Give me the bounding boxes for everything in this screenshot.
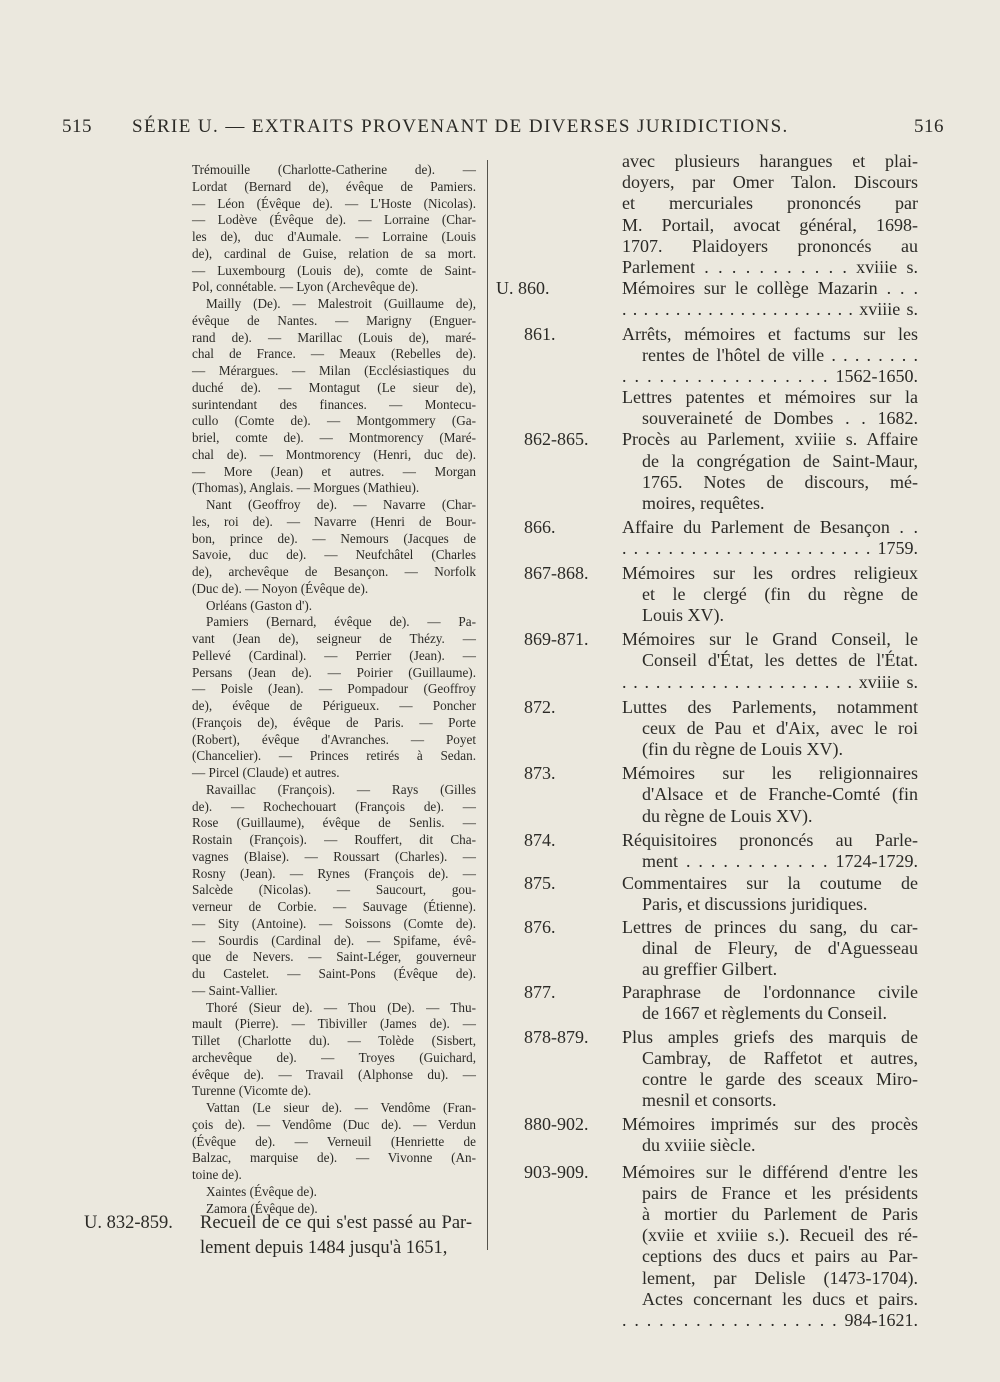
entry-text-line: à mortier du Parlement de Paris <box>642 1204 918 1224</box>
entry-text-line: Parlement . . . . . . . . . . . xviiie s. <box>622 256 918 277</box>
left-column-line: Zamora (Évêque de). <box>206 1200 318 1216</box>
left-column-line: — Lodève (Évêque de). — Lorraine (Char- <box>192 212 476 228</box>
entry-code: 872. <box>524 696 556 717</box>
left-column-line: — Sity (Antoine). — Soissons (Comte de). <box>192 915 476 931</box>
entry-text-line: avec plusieurs harangues et plai- <box>622 151 918 171</box>
left-column-line: — Léon (Évêque de). — L'Hoste (Nicolas). <box>192 195 476 211</box>
left-column-line: chal de). — Montmorency (Henri, duc de). <box>192 446 476 462</box>
entry-text-line: Arrêts, mémoires et factums sur les <box>622 323 918 344</box>
entry-text-line: du règne de Louis XV). <box>642 805 813 826</box>
entry-text-line: . . . . . . . . . . . . . . . . . . . . . xviiie s. <box>622 671 918 692</box>
left-column-line: Persans (Jean de). — Poirier (Guillaume). <box>192 664 476 680</box>
entry-text-line: . . . . . . . . . . . . . . . . . . . . . . 1759. <box>622 538 918 559</box>
entry-text-line: lement, par Delisle (1473-1704). <box>642 1267 918 1288</box>
entry-text <box>622 278 918 320</box>
left-column-line: Mailly (De). — Malestroit (Guillaume de), <box>206 296 476 311</box>
left-column-line: (Chancelier). — Princes retirés à Sedan. <box>192 748 476 764</box>
entry-text-line: mesnil et consorts. <box>642 1090 777 1111</box>
entry-text-line: Luttes des Parlements, notamment <box>622 696 918 717</box>
left-column-line: bon, prince de). — Nemours (Jacques de <box>192 530 476 546</box>
entry-text-line: contre le garde des sceaux Miro- <box>642 1068 918 1089</box>
entry-text <box>622 563 918 627</box>
left-column-line: — More (Jean) et autres. — Morgan <box>192 463 476 479</box>
left-column-line: verneur de Corbie. — Sauvage (Étienne). <box>192 899 476 914</box>
left-column-line: Orléans (Gaston d'). <box>206 597 313 613</box>
entry-text-line: Cambray, de Raffetot et autres, <box>642 1047 918 1068</box>
left-column-line: évêque de Nantes. — Marigny (Enguer- <box>192 312 476 328</box>
catalog-entry <box>496 873 956 915</box>
entry-text-line: Mémoires sur le collège Mazarin . . . <box>622 278 918 299</box>
entry-code: 876. <box>524 916 556 937</box>
entry-text-line: lement depuis 1484 jusqu'à 1651, <box>200 1238 448 1258</box>
left-column-line: Rostain (François). — Rouffert, dit Cha- <box>192 832 476 847</box>
left-column-line: surintendant des finances. — Montecu- <box>192 396 476 412</box>
right-column <box>496 151 956 1331</box>
catalog-entry <box>496 629 956 693</box>
entry-text-line: . . . . . . . . . . . . . . . . . 1562-1650. <box>622 365 918 386</box>
entry-text-line: Paraphrase de l'ordonnance civile <box>622 982 918 1003</box>
entry-text <box>622 1114 918 1156</box>
entry-text-line: Louis XV). <box>642 604 724 625</box>
entry-text-line: M. Portail, avocat général, 1698- <box>622 214 918 235</box>
entry-text-line: dinal de Fleury, de d'Aguesseau <box>642 937 918 958</box>
entry-text-line: Commentaires sur la coutume de <box>622 873 918 894</box>
entry-text-line: (fin du règne de Louis XV). <box>642 739 843 760</box>
entry-text-line: du xviiie siècle. <box>642 1135 756 1156</box>
left-column-line: — Pircel (Claude) et autres. <box>192 765 340 780</box>
entry-text-line: . . . . . . . . . . . . . . . . . . . . . . xviiie s. <box>622 299 918 320</box>
left-column-line: (Duc de). — Noyon (Évêque de). <box>192 580 369 596</box>
entry-text <box>200 1211 472 1261</box>
left-column-line: Trémouille (Charlotte-Catherine de). — <box>192 162 476 177</box>
left-column-line: de), archevêque de Besançon. — Norfolk <box>192 564 476 579</box>
left-column <box>192 162 476 1217</box>
left-column-line: briel, comte de). — Montmorency (Maré- <box>192 430 476 445</box>
left-column-line: Thoré (Sieur de). — Thou (De). — Thu- <box>206 999 476 1015</box>
left-column-line: rand de). — Marillac (Louis de), maré- <box>192 329 476 345</box>
left-column-line: Lordat (Bernard de), évêque de Pamiers. <box>192 178 476 194</box>
entry-text <box>622 1027 918 1112</box>
left-column-line: — Sourdis (Cardinal de). — Spifame, évê- <box>192 932 476 948</box>
page-number-right: 516 <box>914 116 944 137</box>
entry-text-line: rentes de l'hôtel de ville . . . . . . . . <box>642 344 918 365</box>
left-column-line: archevêque de). — Troyes (Guichard, <box>192 1049 476 1065</box>
header-title: SÉRIE U. — EXTRAITS PROVENANT DE DIVERSES JURIDICTIONS. <box>132 116 789 137</box>
entry-text-line: souveraineté de Dombes . . 1682. <box>642 408 918 429</box>
left-column-line: de), évêque de Périgueux. — Poncher <box>192 698 476 713</box>
entry-text <box>622 1162 918 1332</box>
left-column-line: — Saint-Vallier. <box>192 982 278 998</box>
left-column-line: évêque de). — Travail (Alphonse du). — <box>192 1066 476 1082</box>
left-column-line: toine de). <box>192 1167 242 1182</box>
catalog-entry <box>496 697 956 761</box>
entry-text-line: Recueil de ce qui s'est passé au Par- <box>200 1213 472 1233</box>
entry-text-line: . . . . . . . . . . . . . . . . . . 984-1621. <box>622 1309 918 1330</box>
entry-text-line: Mémoires sur le Grand Conseil, le <box>622 629 918 650</box>
entry-text-line: moires, requêtes. <box>642 493 765 513</box>
left-column-line: — Poisle (Jean). — Pompadour (Geoffroy <box>192 681 476 697</box>
left-column-line: Rosny (Jean). — Rynes (François de). — <box>192 865 476 881</box>
left-column-line: de). — Rochechouart (François de). — <box>192 798 476 814</box>
entry-code: 903-909. <box>524 1161 589 1182</box>
entry-code: 862-865. <box>524 429 589 450</box>
catalog-entry <box>496 278 956 320</box>
entry-code: 867-868. <box>524 562 589 583</box>
entry-text-line: et le clergé (fin du règne de <box>642 583 918 604</box>
entry-text-line: Mémoires imprimés sur des procès <box>622 1114 918 1135</box>
left-column-line: — Luxembourg (Louis de), comte de Saint- <box>192 262 476 278</box>
left-column-line: de), cardinal de Guise, relation de sa mort. <box>192 245 476 261</box>
left-column-line: Pellevé (Cardinal). — Perrier (Jean). — <box>192 647 476 663</box>
entry-text-line: Mémoires sur le différend d'entre les <box>622 1161 918 1182</box>
entry-code: 878-879. <box>524 1026 589 1047</box>
left-column-line: Pol, connétable. — Lyon (Archevêque de). <box>192 279 419 295</box>
entry-text-line: Actes concernant les ducs et pairs. <box>642 1288 918 1309</box>
entry-code: 861. <box>524 323 556 344</box>
entry-text-line: Conseil d'État, les dettes de l'État. <box>642 650 918 671</box>
catalog-entry <box>496 151 956 278</box>
left-column-line: mault (Pierre). — Tibiviller (James de). — <box>192 1016 476 1032</box>
catalog-entry <box>496 830 956 872</box>
entry-code: U. 832-859. <box>84 1213 173 1233</box>
entry-text <box>622 697 918 761</box>
entry-text-line: Paris, et discussions juridiques. <box>642 894 868 915</box>
left-column-line: Rose (Guillaume), évêque de Senlis. — <box>192 815 476 831</box>
entry-text <box>622 324 918 430</box>
entry-text <box>622 429 918 514</box>
catalog-entry <box>496 982 956 1024</box>
entry-text <box>622 151 918 278</box>
entry-text-line: 1707. Plaidoyers prononcés au <box>622 235 918 256</box>
entry-text-line: Mémoires sur les ordres religieux <box>622 562 918 583</box>
catalog-entry <box>496 517 956 559</box>
left-column-line: Xaintes (Évêque de). <box>206 1183 317 1199</box>
entry-text-line: de 1667 et règlements du Conseil. <box>642 1003 887 1024</box>
entry-text-line: d'Alsace et de Franche-Comté (fin <box>642 784 918 805</box>
left-column-line: Balzac, marquise de). — Vivonne (An- <box>192 1150 476 1166</box>
left-column-line: chal de France. — Meaux (Rebelles de). <box>192 346 476 362</box>
entry-code: 866. <box>524 517 556 538</box>
entry-code: 877. <box>524 982 556 1003</box>
entry-text <box>622 763 918 827</box>
left-column-line: Tillet (Charlotte du). — Tolède (Sisbert, <box>192 1033 476 1048</box>
entry-text <box>622 517 918 559</box>
left-column-line: Salcède (Nicolas). — Saucourt, gou- <box>192 882 476 898</box>
entry-text-line: ment . . . . . . . . . . . . 1724-1729. <box>642 851 918 871</box>
left-column-line: Vattan (Le sieur de). — Vendôme (Fran- <box>206 1100 476 1115</box>
catalog-entry <box>496 1114 956 1156</box>
left-column-line: (Évêque de). — Verneuil (Henriette de <box>192 1133 476 1149</box>
left-column-line: (Robert), évêque d'Avranches. — Poyet <box>192 731 476 747</box>
left-column-line: çois de). — Vendôme (Duc de). — Verdun <box>192 1116 476 1132</box>
left-column-line: duché de). — Montagut (Le sieur de), <box>192 379 476 395</box>
left-column-line: que de Nevers. — Saint-Léger, gouverneur <box>192 949 476 965</box>
entry-text-line: pairs de France et les présidents <box>642 1182 918 1203</box>
left-column-line: les, roi de). — Navarre (Henri de Bour- <box>192 513 476 529</box>
entry-text <box>622 982 918 1024</box>
catalog-entry <box>496 917 956 981</box>
entry-text-line: doyers, par Omer Talon. Discours <box>622 172 918 193</box>
entry-code: 874. <box>524 829 556 850</box>
entry-text <box>622 917 918 981</box>
entry-code: U. 860. <box>496 278 550 299</box>
entry-text-line: 1765. Notes de discours, mé- <box>642 471 918 492</box>
entry-code: 869-871. <box>524 629 589 650</box>
left-column-line: (François de), évêque de Paris. — Porte <box>192 714 476 730</box>
left-column-line: vant (Jean de), seigneur de Thézy. — <box>192 631 476 646</box>
column-divider <box>487 160 488 1250</box>
entry-text-line: ceptions des ducs et pairs au Par- <box>642 1246 918 1267</box>
left-column-line: Pamiers (Bernard, évêque de). — Pa- <box>206 614 476 630</box>
entry-text-line: ceux de Pau et d'Aix, avec le roi <box>642 717 918 738</box>
left-column-line: Turenne (Vicomte de). <box>192 1083 312 1099</box>
entry-text-line: Procès au Parlement, xviiie s. Affaire <box>622 429 918 450</box>
entry-text-line: de la congrégation de Saint-Maur, <box>642 450 918 471</box>
left-column-line: les de), duc d'Aumale. — Lorraine (Louis <box>192 229 476 244</box>
entry-code: 873. <box>524 763 556 784</box>
entry-code: 880-902. <box>524 1114 589 1135</box>
entry-text-line: Mémoires sur les religionnaires <box>622 763 918 784</box>
entry-text <box>622 873 918 915</box>
entry-text-line: Plus amples griefs des marquis de <box>622 1026 918 1047</box>
left-column-line: Nant (Geoffroy de). — Navarre (Char- <box>206 497 476 512</box>
entry-text <box>622 830 918 872</box>
left-column-line: (Thomas), Anglais. — Morgues (Mathieu). <box>192 480 420 496</box>
left-column-line: Savoie, duc de). — Neufchâtel (Charles <box>192 547 476 563</box>
running-header <box>62 116 944 146</box>
entry-text-line: au greffier Gilbert. <box>642 958 778 979</box>
entry-text-line: Lettres de princes du sang, du car- <box>622 916 918 937</box>
entry-text-line: (xviie et xviiie s.). Recueil des ré- <box>642 1225 918 1246</box>
left-column-line: du Castelet. — Saint-Pons (Évêque de). <box>192 966 476 981</box>
page-number-left: 515 <box>62 116 92 137</box>
entry-text-line: et mercuriales prononcés par <box>622 193 918 214</box>
entry-text-line: Lettres patentes et mémoires sur la <box>622 387 918 408</box>
entry-code: 875. <box>524 873 556 894</box>
entry-text <box>622 629 918 693</box>
left-column-line: cullo (Comte de). — Montgommery (Ga- <box>192 413 476 429</box>
entry-text-line: Réquisitoires prononcés au Parle- <box>622 829 918 850</box>
left-column-line: — Mérargues. — Milan (Ecclésiastiques du <box>192 363 476 378</box>
catalog-entry <box>496 1027 956 1112</box>
catalog-entry <box>496 324 956 430</box>
left-column-line: vagnes (Blaise). — Roussart (Charles). — <box>192 848 476 864</box>
catalog-entry <box>496 563 956 627</box>
catalog-entry <box>496 763 956 827</box>
entry-text-line: Affaire du Parlement de Besançon . . <box>622 517 918 538</box>
catalog-entry <box>496 429 956 514</box>
catalog-entry <box>496 1162 956 1332</box>
left-column-line: Ravaillac (François). — Rays (Gilles <box>206 781 476 797</box>
